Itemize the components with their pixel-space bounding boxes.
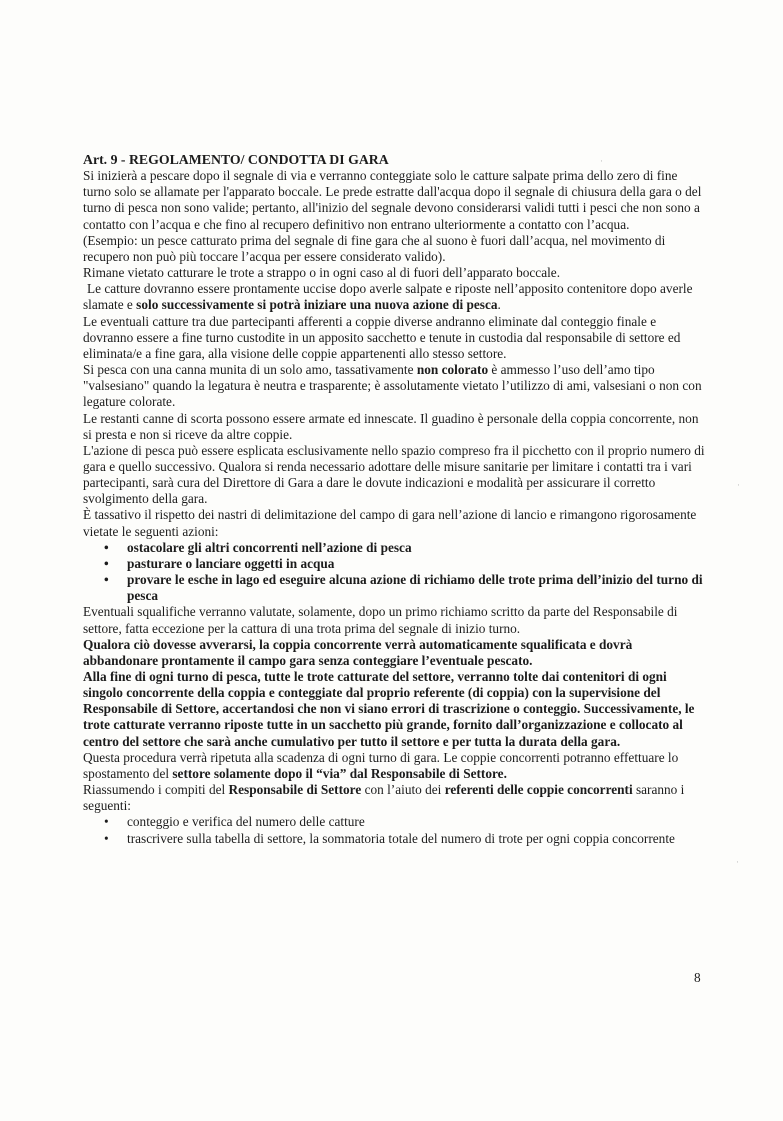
paragraph-summary: Riassumendo i compiti del Responsabile di Settore con l’aiuto dei referenti delle coppie concorrenti saranno i seguenti: bbox=[83, 782, 685, 814]
paragraph-disqualification-bold: Qualora ciò dovesse avverarsi, la coppia concorrente verrà automaticamente squalificata e dovrà abbandonare prontamente il campo gara senza conteggiare l’eventuale pescato. bbox=[83, 636, 633, 668]
emphasis-sector-move: settore solamente dopo il “via” dal Responsabile di Settore. bbox=[172, 765, 507, 781]
emphasis-pair-referents: referenti delle coppie concorrenti bbox=[444, 782, 633, 798]
article-heading: Art. 9 - REGOLAMENTO/ CONDOTTA DI GARA bbox=[83, 152, 389, 167]
scan-speck: · bbox=[600, 156, 603, 166]
prohibited-actions-list bbox=[83, 540, 705, 605]
paragraph-snagging-ban: Rimane vietato catturare le trote a strappo o in ogni caso al di fuori dell’apparato boccale. bbox=[83, 265, 561, 281]
paragraph-spare-rods: Le restanti canne di scorta possono essere armate ed innescate. Il guadino è personale della coppia concorrente, non si presta e non si riceve da altre coppie. bbox=[83, 410, 699, 442]
paragraph-catch-handling: Le catture dovranno essere prontamente uccise dopo averle salpate e riposte nell’apposito contenitore dopo averle slamate e solo successivamente si potrà iniziare una nuova azione di pesca. bbox=[83, 281, 693, 313]
paragraph-disqualification: Eventuali squalifiche verranno valutate, solamente, dopo un primo richiamo scritto da parte del Responsabile di settore, fatta eccezione per la cattura di una trota prima del segnale di inizio turno. bbox=[83, 604, 678, 636]
paragraph-example: (Esempio: un pesce catturato prima del segnale di fine gara che al suono è fuori dall’acqua, nel movimento di recupero non può più toccare l’acqua per essere considerato valido). bbox=[83, 232, 666, 264]
paragraph-prohibited-actions: È tassativo il rispetto dei nastri di delimitazione del campo di gara nell’azione di lancio e rimangono rigorosamente vietate le seguenti azioni: bbox=[83, 507, 697, 539]
list-item: • provare le esche in lago ed eseguire alcuna azione di richiamo delle trote prima dell’inizio del turno di pesca bbox=[127, 572, 705, 604]
paragraph-start-rules: Si inizierà a pescare dopo il segnale di via e verranno conteggiate solo le catture salpate prima dello zero di fine turno solo se allamate per l'apparato boccale. Le prede estratte dall'acqua dopo il segnale di chiusura della gara o del turno di pesca non sono valide; pertanto, all'inizio del segnale devono considerarsi validi tutti i pesci che non sono a contatto con l’acqua e che fino al recupero definitivo non entrano ulteriormente a contatto con l’acqua. bbox=[83, 168, 702, 232]
emphasis-sector-manager: Responsabile di Settore bbox=[228, 782, 362, 798]
document-body bbox=[83, 152, 705, 847]
list-item: • conteggio e verifica del numero delle catture bbox=[127, 814, 705, 830]
emphasis-new-action: solo successivamente si potrà iniziare una nuova azione di pesca bbox=[136, 297, 498, 313]
paragraph-fishing-area: L'azione di pesca può essere esplicata esclusivamente nello spazio compreso fra il picchetto con il proprio numero di gara e quello successivo. Qualora si renda necessario adottare delle misure sanitarie per limitare i contatti tra i vari partecipanti, sarà cura del Direttore di Gara a dare le dovute indicazioni e modalità per assicurare il corretto svolgimento della gara. bbox=[83, 442, 705, 507]
page-number: 8 bbox=[694, 970, 701, 985]
tasks-list bbox=[83, 814, 705, 846]
scan-speck: · bbox=[737, 480, 740, 490]
list-item: • trascrivere sulla tabella di settore, la sommatoria totale del numero di trote per ogni coppia concorrente bbox=[127, 831, 705, 847]
paragraph-procedure-repeat: Questa procedura verrà ripetuta alla scadenza di ogni turno di gara. Le coppie concorrenti potranno effettuare lo spostamento del settore solamente dopo il “via” dal Responsabile di Settore. bbox=[83, 749, 679, 781]
emphasis-not-colored: non colorato bbox=[416, 362, 489, 378]
paragraph-hook-rules: Si pesca con una canna munita di un solo amo, tassativamente non colorato è ammesso l’uso dell’amo tipo "valsesiano" quando la legatura è neutra e trasparente; è assolutamente vietato l’utilizzo di ami, valsesiani o non con legature colorate. bbox=[83, 362, 702, 410]
scan-speck: · bbox=[736, 857, 739, 867]
paragraph-cross-pair-catches: Le eventuali catture tra due partecipanti afferenti a coppie diverse andranno eliminate dal conteggio finale e dovranno essere a fine turno custodite in un apposito sacchetto e tenute in custodia dal responsabile di settore ed eliminata/e a fine gara, alla visione delle coppie appartenenti allo stesso settore. bbox=[83, 313, 681, 361]
list-item: • pasturare o lanciare oggetti in acqua bbox=[127, 556, 705, 572]
list-item: • ostacolare gli altri concorrenti nell’azione di pesca bbox=[127, 540, 705, 556]
paragraph-end-of-turn-bold: Alla fine di ogni turno di pesca, tutte le trote catturate del settore, verranno tolte dai contenitori di ogni singolo concorrente della coppia e conteggiate dal proprio referente (di coppia) con la supervisione del Responsabile di Settore, accertandosi che non vi siano errori di trascrizione o conteggio. Successivamente, le trote catturate verranno riposte tutte in un sacchetto più grande, fornito dall’organizzazione e collocato al centro del settore che sarà anche cumulativo per tutto il settore e per tutta la durata della gara. bbox=[83, 669, 695, 749]
